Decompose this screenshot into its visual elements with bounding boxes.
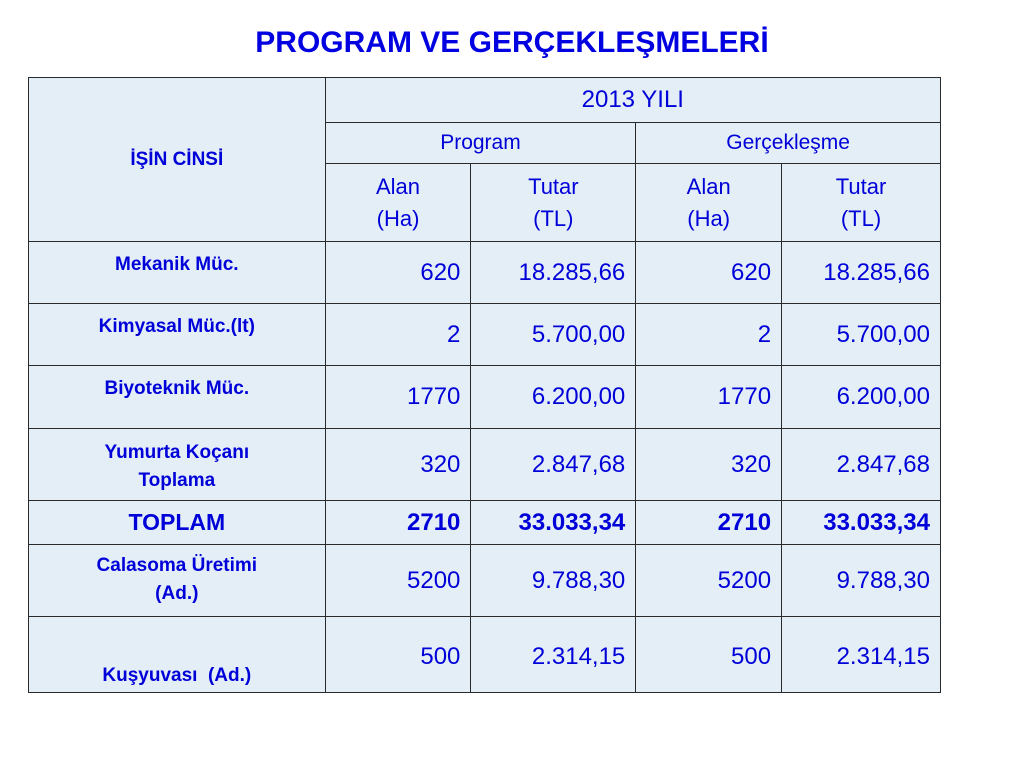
value-cell	[636, 429, 782, 501]
row-name-cell	[29, 366, 326, 429]
value-cell	[471, 366, 636, 429]
group-header-program: Program	[325, 123, 636, 164]
value: 2	[447, 320, 461, 348]
value: 5.700,00	[531, 320, 626, 348]
unit-label: Alan	[375, 173, 421, 199]
value-cell	[782, 429, 941, 501]
value: 1770	[407, 383, 461, 410]
value: 18.285,66	[823, 258, 930, 286]
value-cell	[782, 304, 941, 366]
unit-label: Alan	[686, 173, 731, 199]
value-cell	[636, 304, 782, 366]
row-name-line2: Toplama	[138, 470, 216, 491]
value: 2.847,68	[531, 450, 626, 478]
table-row	[29, 545, 941, 617]
total-value: 33.033,34	[823, 508, 930, 536]
row-name-line2: (Ad.)	[155, 583, 199, 604]
value-cell	[471, 617, 636, 693]
value-cell	[325, 304, 471, 366]
value-cell	[782, 366, 941, 429]
row-name: Yumurta Koçanı	[104, 442, 250, 463]
value: 5.700,00	[836, 320, 930, 348]
row-name: Mekanik Müc.	[115, 254, 239, 275]
total-value: 33.033,34	[518, 508, 626, 536]
unit-header	[636, 164, 782, 242]
row-name: Calasoma Üretimi	[96, 555, 258, 576]
value: 2.314,15	[531, 643, 626, 670]
year-header: 2013 YILI	[325, 78, 940, 123]
value: 2	[757, 320, 772, 348]
row-name-cell	[29, 545, 326, 617]
value: 9.788,30	[836, 566, 930, 594]
row-header-cell	[29, 78, 326, 242]
value-cell	[471, 545, 636, 617]
value-cell	[325, 242, 471, 304]
value: 2.847,68	[836, 450, 930, 478]
value-cell	[636, 242, 782, 304]
unit-header	[782, 164, 941, 242]
value-cell	[325, 366, 471, 429]
value-cell	[782, 617, 941, 693]
value-cell	[325, 617, 471, 693]
row-name-cell	[29, 304, 326, 366]
unit-sub-label: (Ha)	[376, 205, 420, 231]
unit-sub-label: (TL)	[533, 205, 574, 231]
value: 500	[420, 643, 461, 670]
total-value: 2710	[407, 508, 461, 536]
value-cell	[325, 429, 471, 501]
total-value: 2710	[717, 508, 772, 536]
total-label: TOPLAM	[29, 501, 326, 545]
row-header-label: İŞİN CİNSİ	[130, 148, 224, 170]
row-name-cell	[29, 429, 326, 501]
value: 5200	[407, 566, 461, 594]
value-cell	[471, 242, 636, 304]
unit-label: Tutar	[835, 173, 887, 199]
table-row	[29, 617, 941, 693]
total-value-cell	[636, 501, 782, 545]
value-cell	[471, 304, 636, 366]
value-cell	[636, 617, 782, 693]
row-name: Kimyasal Müc.(lt)	[98, 316, 255, 337]
value: 620	[420, 258, 461, 286]
value: 500	[731, 643, 772, 670]
value: 6.200,00	[531, 383, 626, 410]
table-row	[29, 366, 941, 429]
value-cell	[636, 366, 782, 429]
value-cell	[471, 429, 636, 501]
value: 320	[420, 450, 461, 478]
value: 6.200,00	[836, 383, 930, 410]
value-cell	[782, 545, 941, 617]
row-name-cell	[29, 617, 326, 693]
table-row	[29, 429, 941, 501]
row-name-cell	[29, 242, 326, 304]
table-row	[29, 242, 941, 304]
group-header-gerceklesme: Gerçekleşme	[636, 123, 941, 164]
unit-sub-label: (TL)	[840, 205, 882, 231]
unit-header	[325, 164, 471, 242]
row-name: Kuşyuvası (Ad.)	[102, 665, 252, 686]
page-title: PROGRAM VE GERÇEKLEŞMELERİ	[255, 26, 769, 59]
unit-header	[471, 164, 636, 242]
value: 2.314,15	[836, 643, 930, 670]
total-value-cell	[325, 501, 471, 545]
table-row	[29, 304, 941, 366]
unit-sub-label: (Ha)	[687, 205, 731, 231]
total-value-cell	[471, 501, 636, 545]
value: 320	[731, 450, 772, 478]
value-cell	[325, 545, 471, 617]
value: 1770	[717, 383, 772, 410]
value-cell	[636, 545, 782, 617]
value: 18.285,66	[518, 258, 626, 286]
value: 5200	[717, 566, 772, 594]
row-name: Biyoteknik Müc.	[104, 378, 250, 399]
value-cell	[782, 242, 941, 304]
unit-label: Tutar	[528, 173, 579, 199]
total-row	[29, 501, 941, 545]
program-table	[28, 77, 941, 693]
value: 620	[731, 258, 772, 286]
total-value-cell	[782, 501, 941, 545]
value: 9.788,30	[531, 566, 626, 594]
